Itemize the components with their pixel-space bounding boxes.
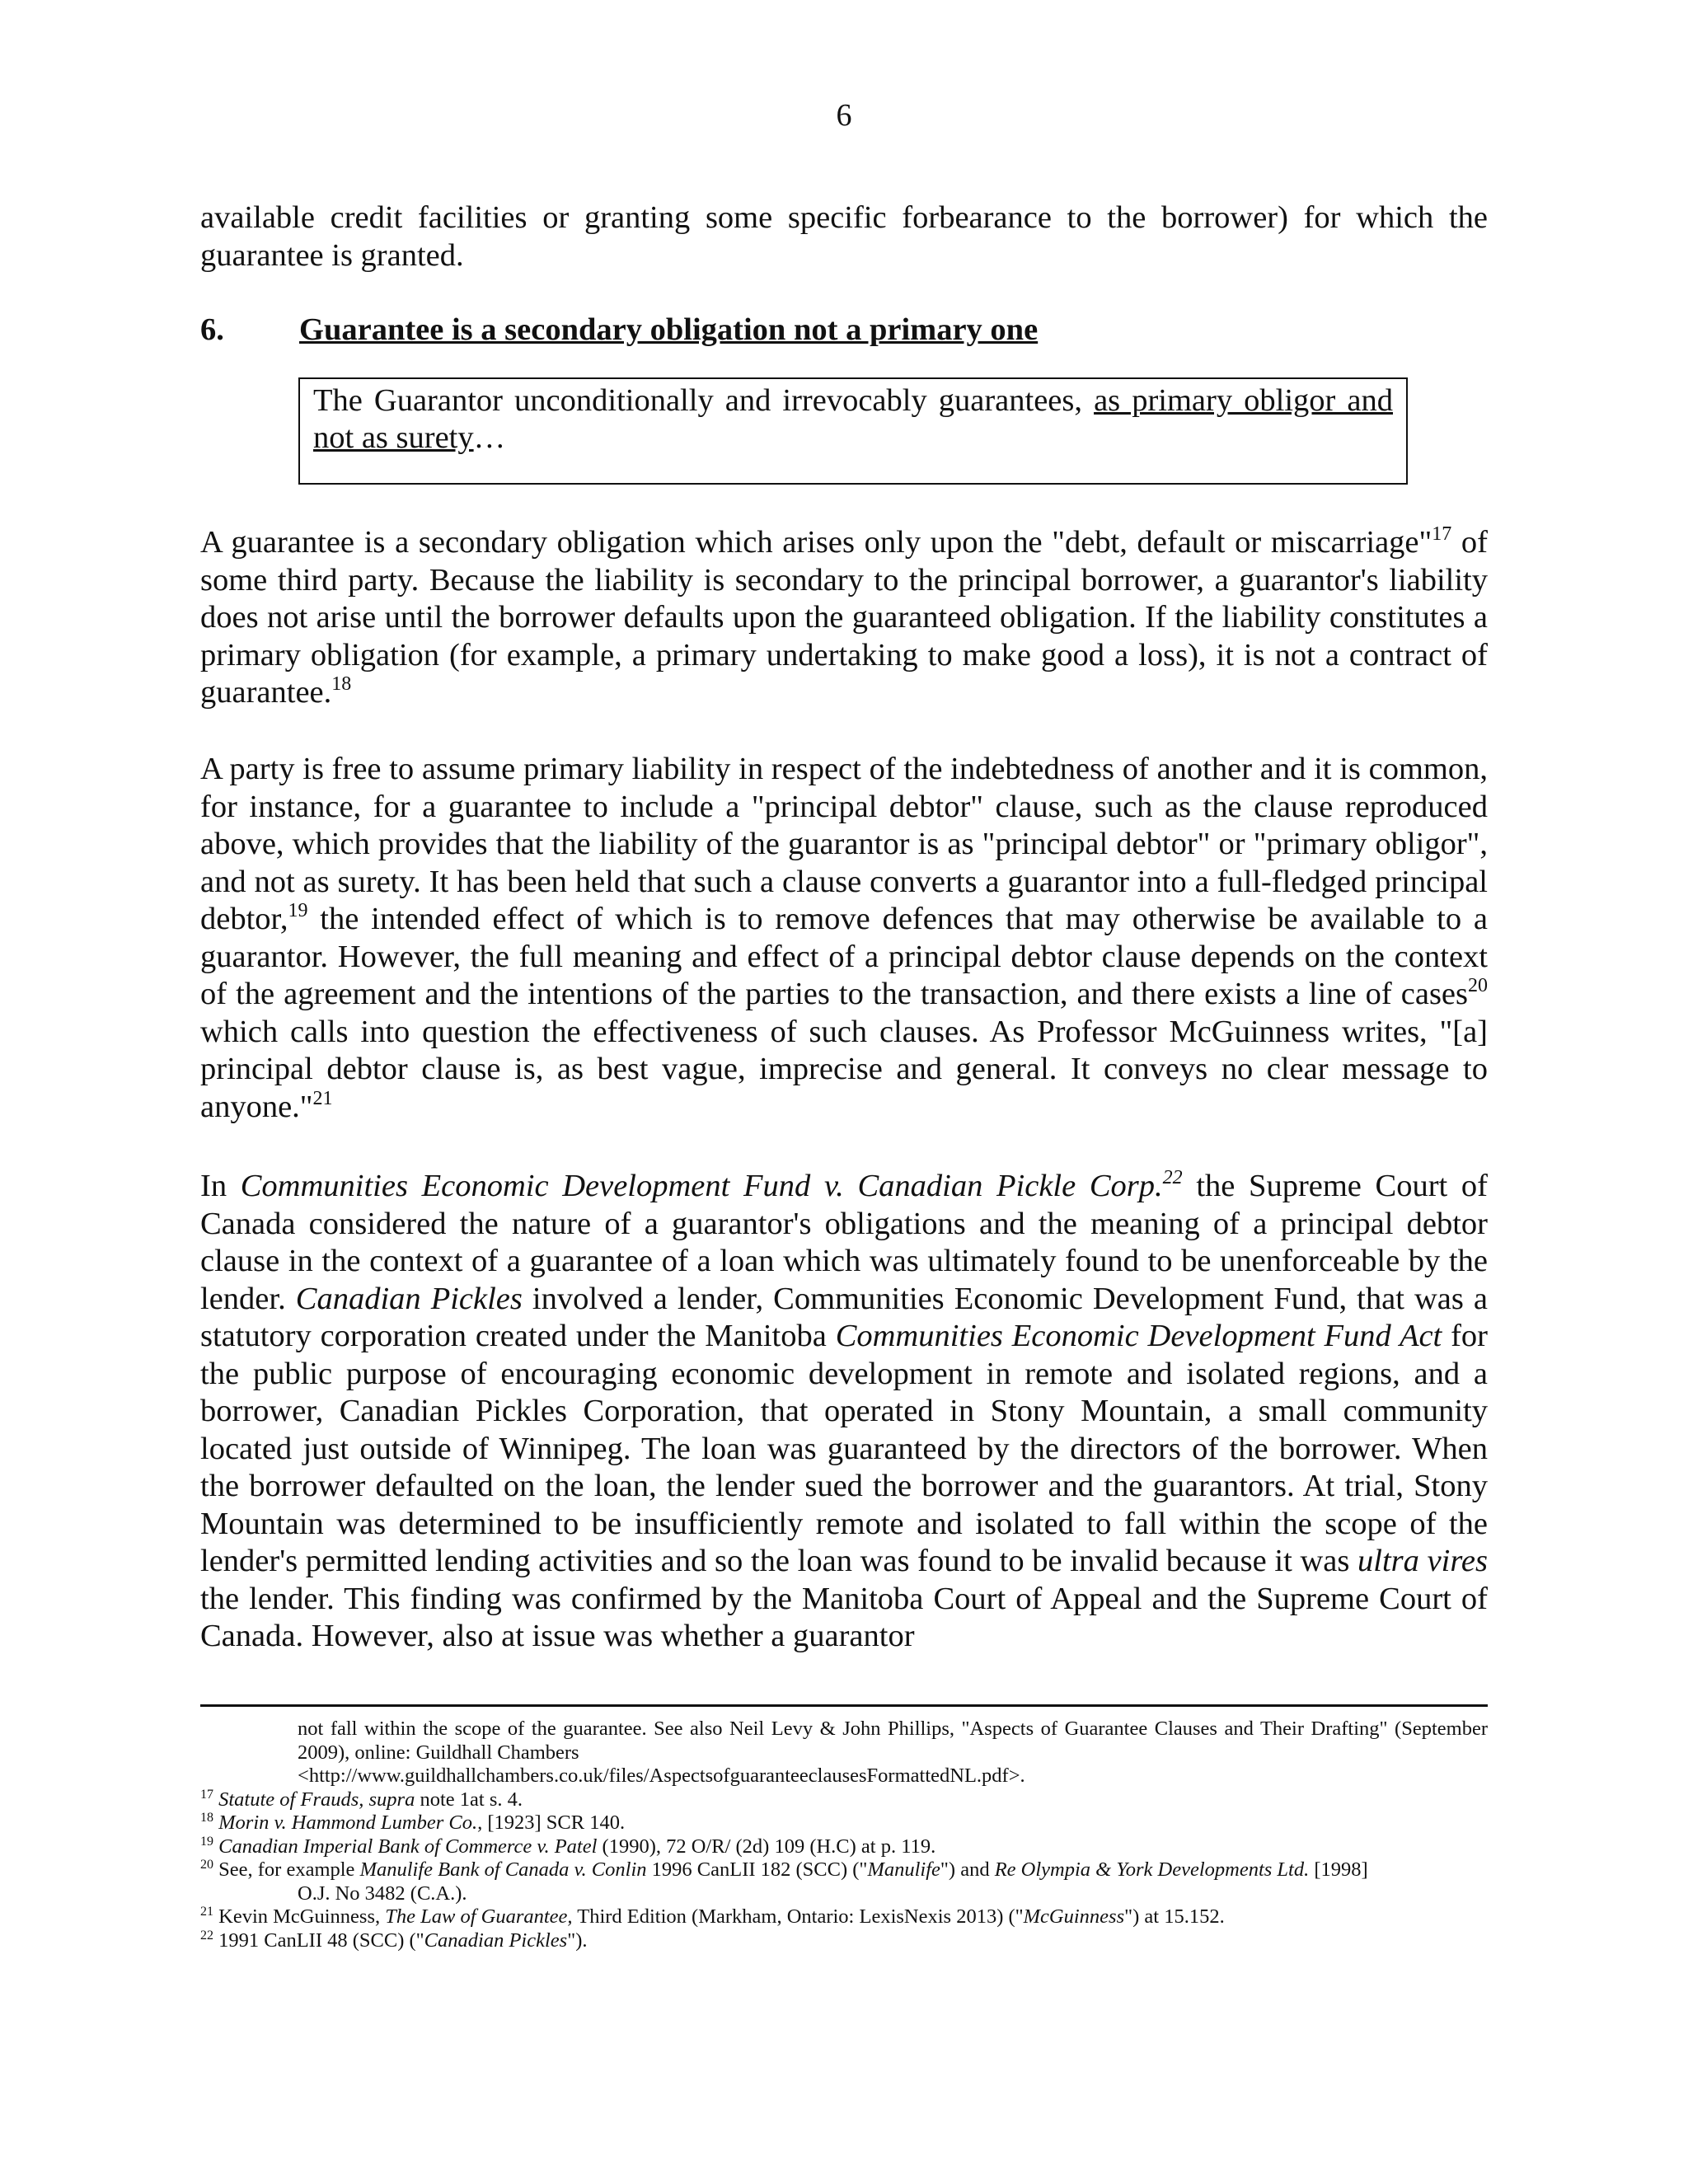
page-number: 6 (836, 98, 852, 133)
clause-underlined-text: as primary obligor and not as surety (313, 383, 1393, 455)
paragraph-secondary-obligation (200, 524, 1488, 712)
footnote-number: 18 (200, 1811, 213, 1825)
footnotes (200, 1718, 1488, 1952)
footnote-italic: Manulife Bank of Canada v. Conlin (359, 1858, 647, 1881)
footnote-ref[interactable]: 19 (288, 900, 308, 921)
footnote-ref[interactable]: 17 (1432, 523, 1452, 545)
footnote-ref[interactable]: 21 (312, 1087, 333, 1109)
paragraph-principal-debtor (200, 751, 1488, 1126)
paragraph-text: involved a lender, Communities Economic Development Fund, that was a statutory corporation created under the Manitoba (200, 1281, 1488, 1353)
clause-ellipsis: … (473, 420, 506, 455)
footnote-text: [1923] SCR 140. (482, 1811, 626, 1834)
footnote-italic: Statute of Frauds, supra (218, 1788, 415, 1811)
footnote-number: 19 (200, 1834, 213, 1849)
footnote-19 (200, 1835, 1488, 1859)
latin-term: ultra vires (1357, 1544, 1488, 1578)
footnote-ref[interactable]: 20 (1468, 975, 1488, 996)
clause-text: The Guarantor unconditionally and irrevocably guarantees, (313, 383, 1095, 418)
footnote-italic: Morin v. Hammond Lumber Co., (218, 1811, 483, 1834)
footnote-text: See, for example (213, 1858, 360, 1881)
footnote-text: ") at 15.152. (1124, 1905, 1225, 1928)
footnote-italic: Canadian Pickles (424, 1929, 568, 1952)
paragraph-text: the Supreme Court of Canada considered the nature of a guarantor's obligations and the meaning of a principal debtor clause in the context of a guarantee of a loan which was ultimately found to be unenforceable by the lender. (200, 1169, 1488, 1316)
section-heading (200, 312, 1038, 348)
paragraph-canadian-pickles (200, 1168, 1488, 1656)
footnote-text: 1991 CanLII 48 (SCC) (" (213, 1929, 424, 1952)
paragraph-text: of some third party. Because the liability is secondary to the principal borrower, a guarantor's liability does not arise until the borrower defaults upon the guaranteed obligation. If the liability constitutes a primary obligation (for example, a primary undertaking to make good a loss), it is not a contract of guarantee. (200, 525, 1488, 710)
paragraph-text: the intended effect of which is to remove defences that may otherwise be available to a guarantor. However, the full meaning and effect of a principal debtor clause depends on the context of the agreement and the intentions of the parties to the transaction, and there exists a line of cases (200, 902, 1488, 1011)
footnote-text: Kevin McGuinness, (213, 1905, 386, 1928)
section-number: 6. (200, 312, 224, 347)
footnote-url[interactable]: <http://www.guildhallchambers.co.uk/files/AspectsofguaranteeclausesFormattedNL.pdf>. (298, 1765, 1025, 1787)
case-short-name: Canadian Pickles (295, 1281, 523, 1316)
footnote-number: 21 (200, 1905, 213, 1919)
footnote-17 (200, 1788, 1488, 1812)
footnote-text: (1990), 72 O/R/ (2d) 109 (H.C) at p. 119. (597, 1835, 936, 1858)
paragraph-text: In (200, 1169, 241, 1203)
footnote-number: 22 (200, 1928, 213, 1943)
paragraph-text: A party is free to assume primary liability in respect of the indebtedness of another and it is common, for instance, for a guarantee to include a "principal debtor" clause, such as the clause reproduced above, which provides that the liability of the guarantor is as "principal debtor" or "primary obligor", and not as surety. It has been held that such a clause converts a guarantor into a full-fledged principal debtor, (200, 752, 1488, 936)
footnote-italic: Manulife (867, 1858, 940, 1881)
footnote-italic: McGuinness (1023, 1905, 1125, 1928)
footnote-italic: The Law of Guarantee, (385, 1905, 573, 1928)
footnote-text: note 1at s. 4. (415, 1788, 523, 1811)
footnote-text: O.J. No 3482 (C.A.). (298, 1882, 467, 1905)
footnote-text: ") and (940, 1858, 995, 1881)
paragraph-text: the lender. This finding was confirmed by the Manitoba Court of Appeal and the Supreme Court of Canada. However, also at issue was whether a guarantor (200, 1581, 1488, 1653)
footnote-ref[interactable]: 18 (331, 673, 352, 695)
paragraph-text: A guarantee is a secondary obligation which arises only upon the "debt, default or miscarriage" (200, 525, 1432, 560)
footnote-italic: Re Olympia & York Developments Ltd. (994, 1858, 1310, 1881)
footnote-italic: Canadian Imperial Bank of Commerce v. Patel (218, 1835, 598, 1858)
footnote-22 (200, 1929, 1488, 1953)
footnote-20 (200, 1858, 1488, 1905)
footnote-18 (200, 1811, 1488, 1835)
case-name: Communities Economic Development Fund v. Canadian Pickle Corp. (240, 1169, 1163, 1203)
footnote-text: not fall within the scope of the guarantee. See also Neil Levy & John Phillips, "Aspects of Guarantee Clauses and Their Drafting" (September 2009), online: Guildhall Chambers (298, 1718, 1488, 1764)
continued-paragraph: available credit facilities or granting some specific forbearance to the borrower) for which the guarantee is granted. (200, 200, 1488, 273)
footnote-text: [1998] (1309, 1858, 1368, 1881)
section-title: Guarantee is a secondary obligation not a primary one (299, 312, 1039, 347)
clause-box (298, 377, 1408, 485)
footnote-text: "). (567, 1929, 588, 1952)
footnote-text: 1996 CanLII 182 (SCC) (" (646, 1858, 868, 1881)
footnote-ref[interactable]: 22 (1162, 1167, 1183, 1188)
footnote-21 (200, 1905, 1488, 1929)
paragraph-text: for the public purpose of encouraging economic development in remote and isolated regions, and a borrower, Canadian Pickles Corporation, that operated in Stony Mountain, a small community located just outside of Winnipeg. The loan was guaranteed by the directors of the borrower. When the borrower defaulted on the loan, the lender sued the borrower and the guarantors. At trial, Stony Mountain was determined to be insufficiently remote and isolated to fall within the scope of the lender's permitted lending activities and so the loan was found to be invalid because it was (200, 1319, 1488, 1578)
footnote-separator (200, 1704, 1488, 1707)
act-name: Communities Economic Development Fund Act (835, 1319, 1442, 1353)
footnote-number: 17 (200, 1787, 213, 1802)
footnote-number: 20 (200, 1858, 213, 1872)
paragraph-text: which calls into question the effectiveness of such clauses. As Professor McGuinness writes, "[a] principal debtor clause is, as best vague, imprecise and general. It conveys no clear message to anyone." (200, 1014, 1488, 1124)
footnote-continued (200, 1718, 1488, 1788)
footnote-text: Third Edition (Markham, Ontario: LexisNexis 2013) (" (572, 1905, 1024, 1928)
